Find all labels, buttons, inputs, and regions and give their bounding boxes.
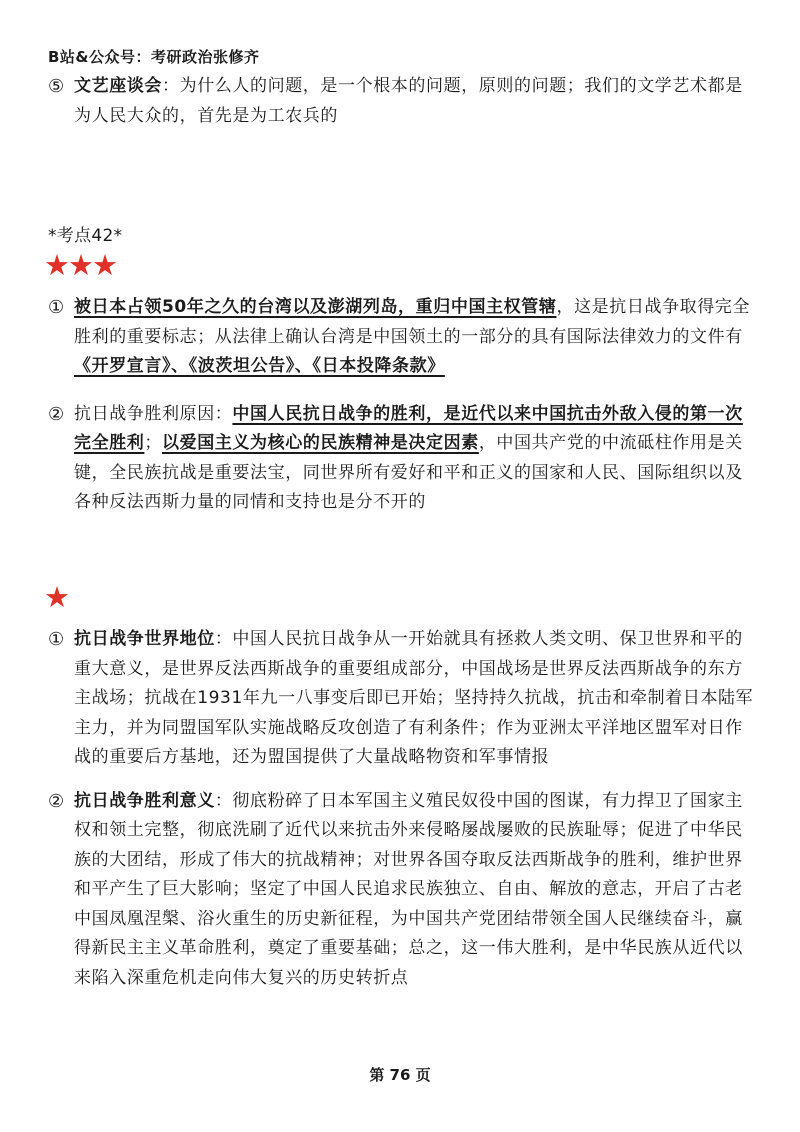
sec1-item-2-sep: ； (144, 433, 163, 453)
section-2 (48, 625, 758, 993)
importance-stars-three: ★★★ (44, 248, 116, 282)
sec1-item-2 (48, 400, 758, 518)
item-number: ② (48, 403, 65, 425)
page-number: 第 76 页 (369, 1066, 431, 1084)
sec2-item-1-text: ：中国人民抗日战争从一开始就具有拯救人类文明、保卫世界和平的重大意义，是世界反法西斯战争的重要组成部分，中国战场是世界反法西斯战争的东方主战场；抗战在1931年九一八事变后即已开始；坚持持久抗战，抗击和牵制着日本陆军主力，并为同盟国军队实施战略反攻创造了有利条件；作为亚洲太平洋地区盟军对日作战的重要后方基地，还为盟国提供了大量战略物资和军事情报 (74, 629, 754, 767)
sec2-item-1 (48, 625, 758, 773)
source-header: B站&公众号：考研政治张修齐 (48, 48, 260, 66)
importance-star-one: ★ (44, 580, 70, 614)
item-5 (48, 72, 758, 131)
sec2-item-2-text: ：彻底粉碎了日本军国主义殖民奴役中国的图谋，有力捍卫了国家主权和领土完整，彻底洗刷了近代以来抗击外来侵略屡战屡败的民族耻辱；促进了中华民族的大团结，形成了伟大的抗战精神；对世界各国夺取反法西斯战争的胜利，维护世界和平产生了巨大影响；坚定了中国人民追求民族独立、自由、解放的意志，开启了古老中国凤凰涅槃、浴火重生的历史新征程，为中国共产党团结带领全国人民继续奋斗，赢得新民主主义革命胜利，奠定了重要基础；总之，这一伟大胜利，是中华民族从近代以来陷入深重危机走向伟大复兴的历史转折点 (74, 790, 743, 988)
item-number: ② (48, 790, 65, 812)
item-number: ① (48, 629, 65, 650)
sec1-item-1-text: ，这是抗日战争取得完全胜利的重要标志；从法律上确认台湾是中国领土的一部分的具有国际法律效力的文件有 (74, 297, 751, 347)
section-1 (48, 293, 758, 518)
sec1-item-2-key2: 以爱国主义为核心的民族精神是决定因素 (162, 433, 479, 453)
sec1-item-1 (48, 293, 758, 382)
sec1-item-2-key1: 中国人民抗日战争的胜利，是近代以来中国抗击外敌入侵的第一次完全胜利 (74, 403, 743, 453)
sec2-item-2 (48, 787, 758, 994)
sec2-item-2-title: 抗日战争胜利意义 (74, 790, 215, 811)
item-5-block (48, 72, 758, 131)
item-5-title: 文艺座谈会 (74, 76, 162, 96)
topic-tag: *考点42* (48, 226, 123, 246)
item-number: ① (48, 297, 65, 318)
item-5-text: ：为什么人的问题，是一个根本的问题，原则的问题；我们的文学艺术都是为人民大众的，首先是为工农兵的 (74, 76, 743, 126)
sec2-item-1-title: 抗日战争世界地位 (74, 629, 215, 649)
sec1-item-2-lead: 抗日战争胜利原因： (74, 403, 233, 424)
sec1-item-1-documents: 《开罗宣言》、《波茨坦公告》、《日本投降条款》 (74, 356, 445, 376)
item-number: ⑤ (48, 76, 65, 97)
sec1-item-2-text: ，中国共产党的中流砥柱作用是关键，全民族抗战是重要法宝，同世界所有爱好和平和正义的国家和人民、国际组织以及各种反法西斯力量的同情和支持也是分不开的 (74, 433, 743, 512)
sec1-item-1-key: 被日本占领50年之久的台湾以及澎湖列岛，重归中国主权管辖 (74, 297, 557, 317)
